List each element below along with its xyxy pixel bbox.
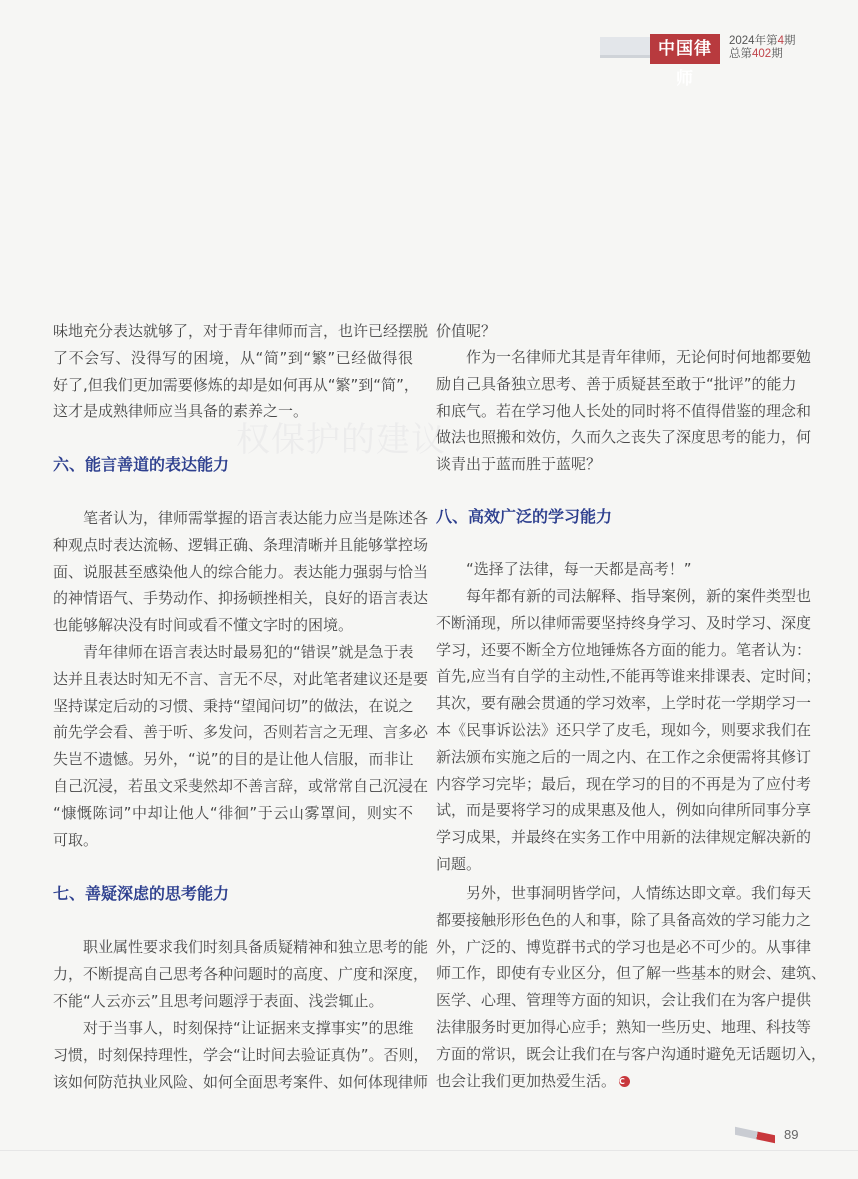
paragraph bbox=[53, 1015, 429, 1095]
text-line: 外，广泛的、博览群书式的学习也是必不可少的。从事律 bbox=[436, 937, 812, 956]
text-line: 种观点时表达流畅、逻辑正确、条理清晰并且能够掌控场 bbox=[53, 535, 429, 554]
text-line: 了不会写、没得写的困境，从“简”到“繁”已经做得很 bbox=[53, 348, 413, 367]
paragraph bbox=[436, 880, 827, 1094]
text-line: 不能“人云亦云”且思考问题浮于表面、浅尝辄止。 bbox=[53, 991, 384, 1010]
text-line: 新法颁布实施之后的一周之内、在工作之余便需将其修订 bbox=[436, 747, 812, 766]
text-line: 方面的常识，既会让我们在与客户沟通时避免无话题切入， bbox=[436, 1044, 827, 1063]
total-issue-line bbox=[729, 48, 796, 61]
page-number: 89 bbox=[784, 1127, 799, 1142]
text-line: 也能够解决没有时间或看不懂文字时的困境。 bbox=[53, 616, 354, 635]
text-line: 本《民事诉讼法》还只学了皮毛，现如今，则要求我们在 bbox=[436, 720, 812, 739]
text-line: 失岂不遗憾。另外，“说”的目的是让他人信服，而非让 bbox=[53, 750, 414, 769]
text-line: 每年都有新的司法解释、指导案例，新的案件类型也 bbox=[466, 587, 812, 605]
text-line: 青年律师在语言表达时最易犯的“错误”就是急于表 bbox=[83, 643, 414, 661]
text-line: “慷慨陈词”中却让他人“徘徊”于云山雾罩间，则实不 bbox=[53, 803, 413, 822]
text-line: 好了,但我们更加需要修炼的却是如何再从“繁”到“简”， bbox=[53, 375, 419, 394]
text-line: 味地充分表达就够了，对于青年律师而言，也许已经摆脱 bbox=[53, 322, 429, 340]
page-number-stripe bbox=[735, 1127, 775, 1144]
section-heading-6: 六、能言善道的表达能力 bbox=[53, 455, 230, 474]
text-line: 法律服务时更加得心应手；熟知一些历史、地理、科技等 bbox=[436, 1017, 812, 1036]
text-line: 笔者认为，律师需掌握的语言表达能力应当是陈述各 bbox=[83, 509, 429, 527]
text-line: 该如何防范执业风险、如何全面思考案件、如何体现律师 bbox=[53, 1072, 429, 1091]
text-line: 师工作，即使有专业区分，但了解一些基本的财会、建筑、 bbox=[436, 964, 827, 983]
text-line: 谈青出于蓝而胜于蓝呢？ bbox=[436, 455, 602, 474]
total-number: 402 bbox=[752, 48, 772, 60]
text-line: 和底气。若在学习他人长处的同时将不值得借鉴的理念和 bbox=[436, 401, 812, 420]
magazine-logo: 中国律师 bbox=[650, 34, 720, 64]
paragraph bbox=[53, 639, 429, 853]
text-line: 医学、心理、管理等方面的知识，会让我们在为客户提供 bbox=[436, 991, 812, 1010]
text-line: 的神情语气、手势动作、抑扬顿挫相关，良好的语言表达 bbox=[53, 589, 429, 608]
text-line: 对于当事人，时刻保持“让证据来支撑事实”的思维 bbox=[83, 1019, 414, 1037]
section-heading-8: 八、高效广泛的学习能力 bbox=[436, 507, 613, 526]
issue-info bbox=[729, 35, 796, 61]
text-line: 达并且表达时知无不言、言无不尽，对此笔者建议还是要 bbox=[53, 669, 429, 688]
magazine-end-mark-icon: C bbox=[619, 1076, 630, 1087]
paragraph bbox=[53, 934, 429, 1014]
paragraph bbox=[436, 583, 821, 878]
text-line: 做法也照搬和效仿，久而久之丧失了深度思考的能力，何 bbox=[436, 428, 812, 447]
text-line: 这才是成熟律师应当具备的素养之一。 bbox=[53, 402, 309, 421]
section-heading-7: 七、善疑深虑的思考能力 bbox=[53, 884, 230, 903]
text-line: 前先学会看、善于听、多发问，否则若言之无理、言多必 bbox=[53, 723, 429, 742]
header-decor-bar bbox=[600, 37, 650, 58]
text-line: 自己沉浸，若虽文采斐然却不善言辞，或常常自己沉浸在 bbox=[53, 776, 429, 795]
show-through-text: 权保护的建议 bbox=[236, 420, 446, 460]
quote-paragraph bbox=[436, 556, 794, 583]
issue-line bbox=[729, 35, 796, 48]
text-line: 试，而是要将学习的成果惠及他人，例如向律所同事分享 bbox=[436, 801, 812, 820]
text-line: 励自己具备独立思考、善于质疑甚至敢于“批评”的能力 bbox=[436, 374, 797, 393]
issue-prefix: 2024年第 bbox=[729, 35, 778, 47]
text-line: “选择了法律，每一天都是高考！” bbox=[466, 560, 692, 578]
bottom-rule bbox=[0, 1150, 858, 1151]
text-line: 也会让我们更加热爱生活。 C bbox=[436, 1068, 794, 1095]
paragraph bbox=[436, 318, 794, 345]
text-line: 面、说服甚至感染他人的综合能力。表达能力强弱与恰当 bbox=[53, 562, 429, 581]
text-line: 职业属性要求我们时刻具备质疑精神和独立思考的能 bbox=[83, 938, 429, 956]
text-line: 不断涌现，所以律师需要坚持终身学习、及时学习、深度 bbox=[436, 613, 812, 632]
text-line: 习惯，时刻保持理性，学会“让时间去验证真伪”。否则， bbox=[53, 1045, 429, 1064]
issue-suffix: 期 bbox=[784, 35, 796, 47]
paragraph bbox=[53, 318, 429, 425]
text-line: 坚持谋定后动的习惯、秉持“望闻问切”的做法，在说之 bbox=[53, 696, 414, 715]
text-line: 都要接触形形色色的人和事，除了具备高效的学习能力之 bbox=[436, 910, 812, 929]
text-line: 学习，还要不断全方位地锤炼各方面的能力。笔者认为： bbox=[436, 640, 812, 659]
text-line: 其次，要有融会贯通的学习效率，上学时花一学期学习一 bbox=[436, 694, 812, 713]
text-line: 价值呢？ bbox=[436, 322, 497, 340]
text-line: 可取。 bbox=[53, 830, 99, 849]
text-line: 内容学习完毕；最后，现在学习的目的不再是为了应付考 bbox=[436, 774, 812, 793]
text-line: 首先,应当有自学的主动性,不能再等谁来排课表、定时间； bbox=[436, 667, 821, 686]
paragraph bbox=[53, 505, 429, 639]
total-prefix: 总第 bbox=[729, 48, 752, 60]
text-line: 力，不断提高自己思考各种问题时的高度、广度和深度， bbox=[53, 964, 429, 983]
total-suffix: 期 bbox=[771, 48, 783, 60]
paragraph bbox=[436, 344, 812, 478]
issue-number: 4 bbox=[777, 35, 784, 47]
text-line: 问题。 bbox=[436, 854, 482, 873]
text-line: 作为一名律师尤其是青年律师，无论何时何地都要勉 bbox=[466, 348, 812, 366]
text-line: 学习成果，并最终在实务工作中用新的法律规定解决新的 bbox=[436, 828, 812, 847]
text-line: 另外，世事洞明皆学问，人情练达即文章。我们每天 bbox=[466, 884, 812, 902]
